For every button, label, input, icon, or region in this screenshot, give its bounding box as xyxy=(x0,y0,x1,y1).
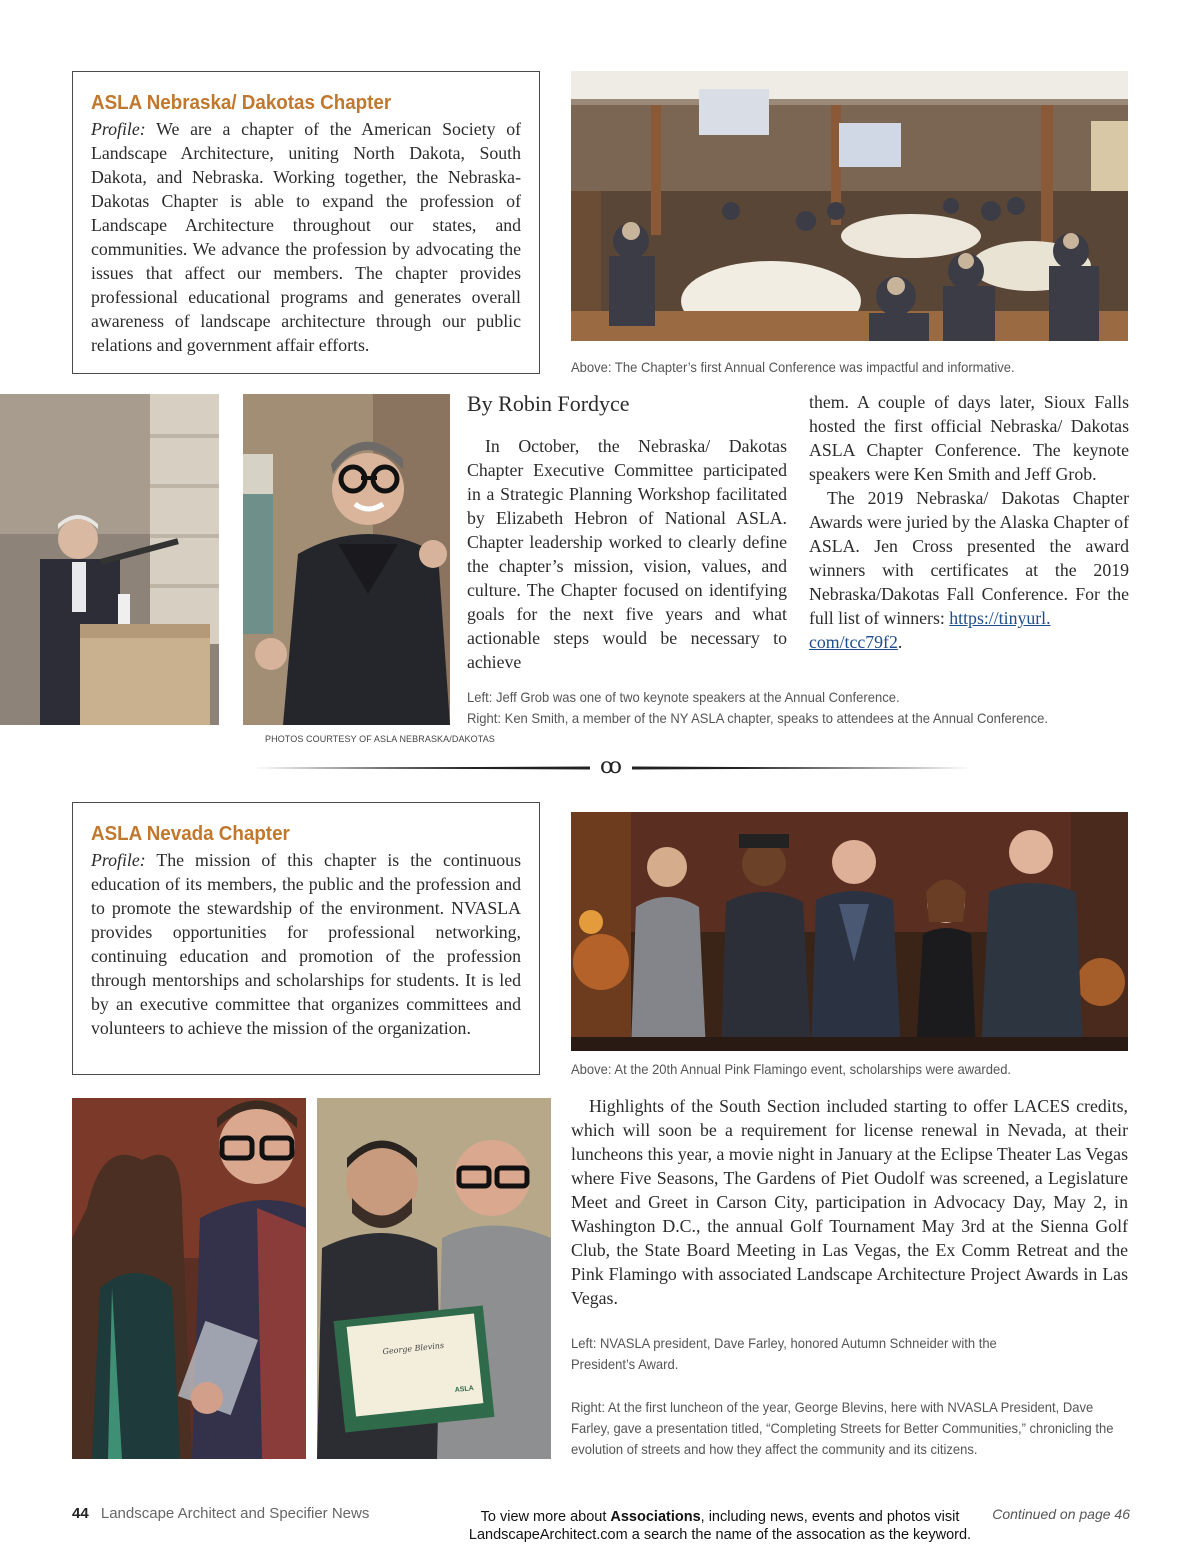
nevada-chapter-title: ASLA Nevada Chapter xyxy=(91,823,290,845)
nevada-caption-left: Left: NVASLA president, Dave Farley, honored Autumn Schneider with the President’s Award. xyxy=(571,1335,997,1372)
nebraska-profile-label: Profile: xyxy=(91,119,146,139)
nevada-profile-label: Profile: xyxy=(91,850,146,870)
footer-promo-suffix: , including news, events and photos visit xyxy=(700,1509,960,1525)
article-col1-text: In October, the Nebraska/ Dakotas Chapter Executive Committee participated in a Strategic Planning Workshop facilitated by Elizabeth Hebron of National ASLA. Chapter leadership worked to clearly define the chapter’s mission, vision, values, and culture. The Chapter focused on identifying goals for the next five years and what actionable steps would be necessary to achieve xyxy=(467,436,787,672)
flamingo-caption: Above: At the 20th Annual Pink Flamingo event, scholarships were awarded. xyxy=(571,1061,1012,1077)
divider-ornament: ꝏ xyxy=(600,754,622,779)
page-number: 44 xyxy=(72,1505,89,1522)
footer-promo-prefix: To view more about xyxy=(480,1509,611,1525)
nevada-captions xyxy=(571,1333,1166,1460)
publication-name: Landscape Architect and Specifier News xyxy=(100,1505,370,1522)
george-blevins-photo xyxy=(317,1098,551,1459)
article-col2-para2: The 2019 Nebraska/ Dakotas Chapter Awards were juried by the Alaska Chapter of ASLA. Jen Cross presented the award winners with certificates at the 2019 Nebraska/Dakotas Fall Conference. For the full list of winners: https://tinyurl. com/tcc79f2. xyxy=(809,488,1129,652)
certificate xyxy=(347,1314,484,1417)
conference-caption: Above: The Chapter’s first Annual Conference was impactful and informative. xyxy=(571,359,1015,375)
article-byline: By Robin Fordyce xyxy=(467,391,630,416)
photo-credit: PHOTOS COURTESY OF ASLA NEBRASKA/DAKOTAS xyxy=(265,734,495,744)
speakers-caption-left: Left: Jeff Grob was one of two keynote speakers at the Annual Conference. xyxy=(467,689,900,705)
section-divider xyxy=(250,754,972,779)
footer-promo-line1 xyxy=(410,1508,1030,1526)
nebraska-chapter-title: ASLA Nebraska/ Dakotas Chapter xyxy=(91,92,392,114)
jeff-grob-photo xyxy=(243,394,450,725)
ken-smith-photo xyxy=(0,394,219,725)
speakers-caption-right: Right: Ken Smith, a member of the NY ASLA chapter, speaks to attendees at the Annual Conference. xyxy=(467,710,1048,726)
footer-left xyxy=(72,1505,369,1522)
nebraska-profile-body: We are a chapter of the American Society of Landscape Architecture, uniting North Dakota, South Dakota, and Nebraska. Working together, the Nebraska-Dakotas Chapter is able to expand the profession of Landscape Architecture throughout our states, and communities. We advance the profession by advocating the issues that affect our members. The chapter provides professional educational programs and generates overall awareness of landscape architecture through our public relations and government affair efforts. xyxy=(91,119,522,355)
certificate-logo: ASLA xyxy=(454,1385,475,1394)
nevada-highlights xyxy=(571,1094,1128,1310)
article-col2-para2-text: The 2019 Nebraska/ Dakotas Chapter Awards were juried by the Alaska Chapter of ASLA. Jen Cross presented the award winners with certificates at the 2019 Nebraska/Dakotas Fall Conference. For the full list of winners: xyxy=(809,488,1129,628)
article-col2 xyxy=(809,390,1129,654)
presidents-award-photo xyxy=(72,1098,306,1459)
article-col2-para1: them. A couple of days later, Sioux Falls hosted the first official Nebraska/ Dakotas ASLA Chapter Conference. The keynote speakers were Ken Smith and Jeff Grob. xyxy=(809,392,1129,484)
flamingo-caption-wrap xyxy=(571,1059,1171,1080)
nevada-caption-right: Right: At the first luncheon of the year, George Blevins, here with NVASLA President, Dave Farley, gave a presentation titled, “Completing Streets for Better Communities,” chronicling the evolution of streets and how they affect the community and its citizens. xyxy=(571,1399,1114,1457)
pink-flamingo-photo xyxy=(571,812,1128,1051)
nevada-profile-body: The mission of this chapter is the continuous education of its members, the public and the profession and to promote the stewardship of the environment. NVASLA provides opportunities for professional networking, continuing education and promotion of the profession through mentorships and scholarships for students. It is led by an executive committee that organizes committees and volunteers to achieve the mission of the organization. xyxy=(91,850,521,1038)
winners-link-line1: https://tinyurl. xyxy=(949,608,1051,628)
continued-note: Continued on page 46 xyxy=(992,1506,1130,1522)
article-col1 xyxy=(467,390,787,674)
nevada-profile-box xyxy=(72,802,540,1075)
conference-caption-wrap xyxy=(571,357,1171,378)
footer-promo-bold: Associations xyxy=(610,1509,701,1525)
nevada-profile-text xyxy=(91,848,521,1040)
winners-link-line2: com/tcc79f2 xyxy=(809,632,898,652)
conference-photo xyxy=(571,71,1128,341)
speakers-caption-wrap xyxy=(467,687,1167,729)
nevada-highlights-text: Highlights of the South Section included starting to offer LACES credits, which will soon be a requirement for license renewal in Nevada, at their luncheons this year, a movie night in January at the Eclipse Theater Las Vegas where Five Seasons, The Gardens of Piet Oudolf was screened, a Legislature Meet and Greet in Carson City, participation in Advocacy Day, May 2, in Washington D.C., the annual Golf Tournament May 3rd at the Sienna Golf Club, the State Board Meeting in Las Vegas, the Ex Comm Retreat and the Pink Flamingo with associated Landscape Architecture Project Awards in Las Vegas. xyxy=(571,1096,1128,1308)
nebraska-profile-text xyxy=(91,117,521,357)
footer-promo-line2: LandscapeArchitect.com a search the name of the assocation as the keyword. xyxy=(468,1527,972,1543)
nebraska-profile-box xyxy=(72,71,540,374)
certificate-name: George Blevins xyxy=(382,1340,445,1357)
footer-promo xyxy=(410,1508,1030,1544)
